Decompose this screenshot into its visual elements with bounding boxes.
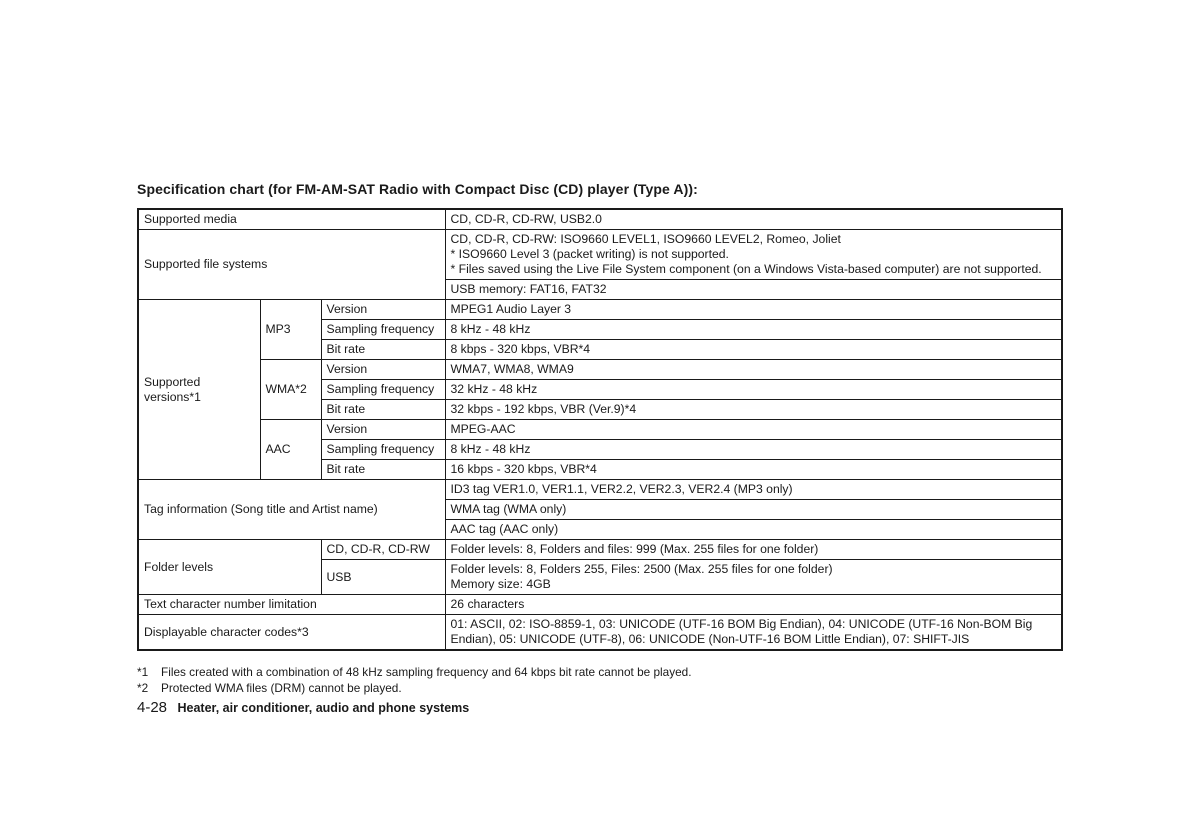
file-systems-cd-line: * Files saved using the Live File System component (on a Windows Vista-based computer) are not supported. — [450, 262, 1042, 276]
sub-label: Bit rate — [321, 400, 445, 420]
table-row — [138, 300, 1062, 320]
row-label-text-limit: Text character number limitation — [138, 595, 445, 615]
table-row — [138, 615, 1062, 651]
sub-label: Version — [321, 420, 445, 440]
folder-levels-cd-label: CD, CD-R, CD-RW — [321, 540, 445, 560]
sub-value: 32 kHz - 48 kHz — [445, 380, 1062, 400]
folder-levels-usb-line: Folder levels: 8, Folders 255, Files: 2500 (Max. 255 files for one folder) — [450, 562, 833, 576]
format-label-aac: AAC — [260, 420, 321, 480]
table-row — [138, 540, 1062, 560]
table-row — [138, 480, 1062, 500]
sub-value: 16 kbps - 320 kbps, VBR*4 — [445, 460, 1062, 480]
table-row — [138, 209, 1062, 230]
page-number: 4-28 — [137, 699, 168, 716]
format-label-wma: WMA*2 — [260, 360, 321, 420]
row-label-supported-media: Supported media — [138, 209, 445, 230]
sub-value: 8 kbps - 320 kbps, VBR*4 — [445, 340, 1062, 360]
folder-levels-usb-line: Memory size: 4GB — [450, 577, 551, 591]
sub-value: MPEG1 Audio Layer 3 — [445, 300, 1062, 320]
row-value-char-codes — [445, 615, 1062, 651]
char-codes-line: Endian), 05: UNICODE (UTF-8), 06: UNICODE (Non-UTF-16 BOM Little Endian), 07: SHIFT-JIS — [450, 632, 970, 646]
row-label-supported-versions — [138, 300, 260, 480]
tag-info-value: AAC tag (AAC only) — [445, 520, 1062, 540]
sub-value: 32 kbps - 192 kbps, VBR (Ver.9)*4 — [445, 400, 1062, 420]
tag-info-value: WMA tag (WMA only) — [445, 500, 1062, 520]
supported-versions-line: Supported — [144, 374, 201, 389]
row-label-char-codes: Displayable character codes*3 — [138, 615, 445, 651]
row-value-file-systems-usb: USB memory: FAT16, FAT32 — [445, 280, 1062, 300]
format-label-mp3: MP3 — [260, 300, 321, 360]
sub-label: Version — [321, 360, 445, 380]
table-row — [138, 595, 1062, 615]
sub-label: Sampling frequency — [321, 440, 445, 460]
table-row — [138, 230, 1062, 280]
row-label-tag-information: Tag information (Song title and Artist name) — [138, 480, 445, 540]
footnote-text: Protected WMA files (DRM) cannot be played. — [161, 681, 402, 695]
sub-value: 8 kHz - 48 kHz — [445, 440, 1062, 460]
row-label-folder-levels: Folder levels — [138, 540, 321, 595]
footnotes — [137, 664, 692, 696]
footnote — [137, 680, 692, 696]
folder-levels-usb-label: USB — [321, 560, 445, 595]
folder-levels-usb-value — [445, 560, 1062, 595]
sub-label: Version — [321, 300, 445, 320]
row-label-file-systems: Supported file systems — [138, 230, 445, 300]
row-value-text-limit: 26 characters — [445, 595, 1062, 615]
row-value-supported-media: CD, CD-R, CD-RW, USB2.0 — [445, 209, 1062, 230]
file-systems-cd-line: CD, CD-R, CD-RW: ISO9660 LEVEL1, ISO9660 LEVEL2, Romeo, Joliet — [450, 232, 841, 246]
sub-value: 8 kHz - 48 kHz — [445, 320, 1062, 340]
spec-table — [137, 208, 1063, 651]
sub-value: WMA7, WMA8, WMA9 — [445, 360, 1062, 380]
folder-levels-cd-value: Folder levels: 8, Folders and files: 999 (Max. 255 files for one folder) — [445, 540, 1062, 560]
page-footer — [137, 699, 469, 717]
footnote-mark: *1 — [137, 665, 149, 679]
sub-label: Sampling frequency — [321, 380, 445, 400]
table-row — [138, 420, 1062, 440]
footnote — [137, 664, 692, 680]
table-row — [138, 360, 1062, 380]
file-systems-cd-line: * ISO9660 Level 3 (packet writing) is not supported. — [450, 247, 729, 261]
char-codes-line: 01: ASCII, 02: ISO-8859-1, 03: UNICODE (UTF-16 BOM Big Endian), 04: UNICODE (UTF-16 Non-BOM Big — [450, 617, 1033, 631]
supported-versions-line: versions*1 — [144, 389, 201, 404]
sub-label: Bit rate — [321, 340, 445, 360]
sub-label: Bit rate — [321, 460, 445, 480]
section-title: Heater, air conditioner, audio and phone systems — [177, 701, 470, 715]
row-value-file-systems-cd — [445, 230, 1062, 280]
spec-chart-title: Specification chart (for FM-AM-SAT Radio with Compact Disc (CD) player (Type A)): — [137, 181, 698, 197]
sub-value: MPEG-AAC — [445, 420, 1062, 440]
sub-label: Sampling frequency — [321, 320, 445, 340]
footnote-mark: *2 — [137, 681, 149, 695]
tag-info-value: ID3 tag VER1.0, VER1.1, VER2.2, VER2.3, VER2.4 (MP3 only) — [445, 480, 1062, 500]
footnote-text: Files created with a combination of 48 kHz sampling frequency and 64 kbps bit rate cannot be played. — [161, 665, 692, 679]
